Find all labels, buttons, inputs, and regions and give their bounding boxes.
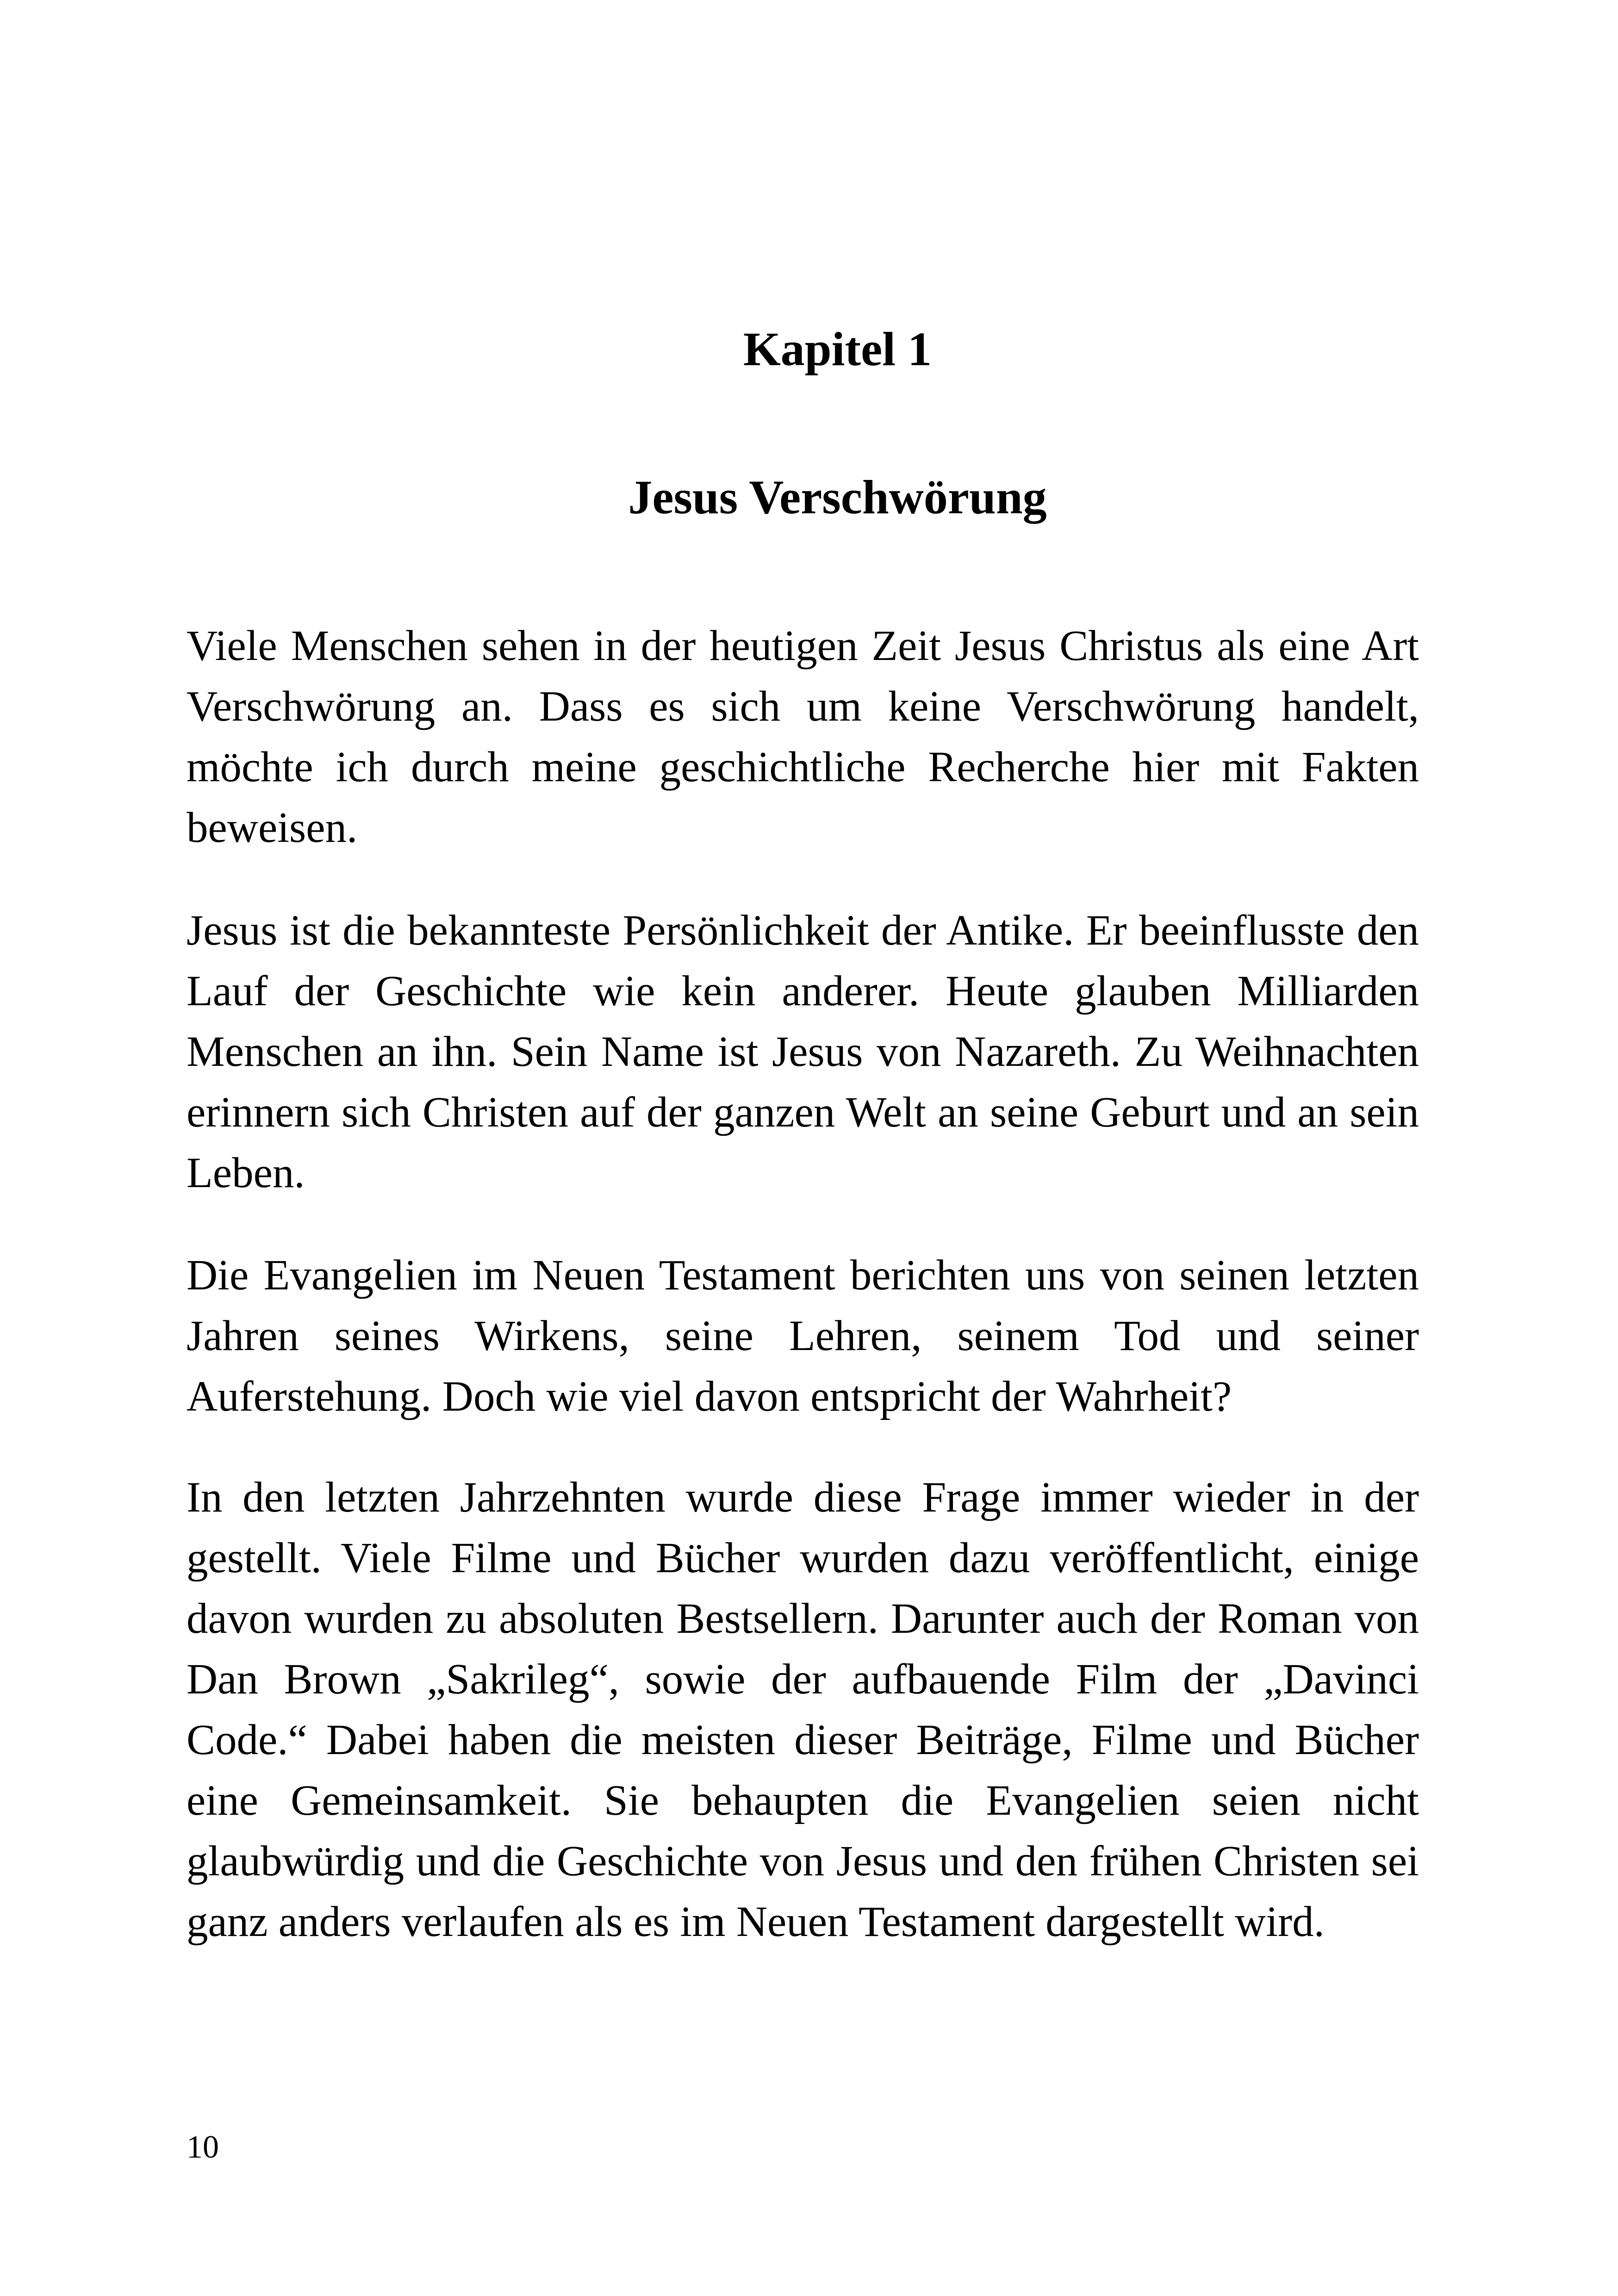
page-number: 10	[187, 2129, 219, 2165]
paragraph-1: Viele Menschen sehen in der heutigen Zeit Jesus Christus als eine Art Verschwörung an. Dass es sich um keine Verschwörung handelt, möchte ich durch meine geschichtliche Recherche hier mit Fakten beweisen.	[187, 622, 1419, 852]
paragraph-3: Die Evangelien im Neuen Testament berichten uns von seinen letzten Jahren seines Wirkens, seine Lehren, seinem Tod und seiner Auferstehung. Doch wie viel davon entspricht der Wahrheit?	[187, 1251, 1419, 1420]
paragraph-4: In den letzten Jahrzehnten wurde diese Frage immer wieder in der gestellt. Viele Filme und Bücher wurden dazu veröffentlicht, einige davon wurden zu absoluten Bestsellern. Darunter auch der Roman von Dan Brown „Sakrileg“, sowie der aufbauende Film der „Davinci Code.“ Dabei haben die meisten dieser Beiträge, Filme und Bücher eine Gemeinsamkeit. Sie behaupten die Evangelien seien nicht glaubwürdig und die Geschichte von Jesus und den frühen Christen sei ganz anders verlaufen als es im Neuen Testament dargestellt wird.	[187, 1474, 1419, 1946]
chapter-title: Jesus Verschwörung	[628, 471, 1047, 524]
paragraph-2: Jesus ist die bekannteste Persönlichkeit der Antike. Er beeinflusste den Lauf der Geschichte wie kein anderer. Heute glauben Milliarden Menschen an ihn. Sein Name ist Jesus von Nazareth. Zu Weihnachten erinnern sich Christen auf der ganzen Welt an seine Geburt und an sein Leben.	[187, 907, 1419, 1197]
chapter-label: Kapitel 1	[743, 323, 932, 376]
